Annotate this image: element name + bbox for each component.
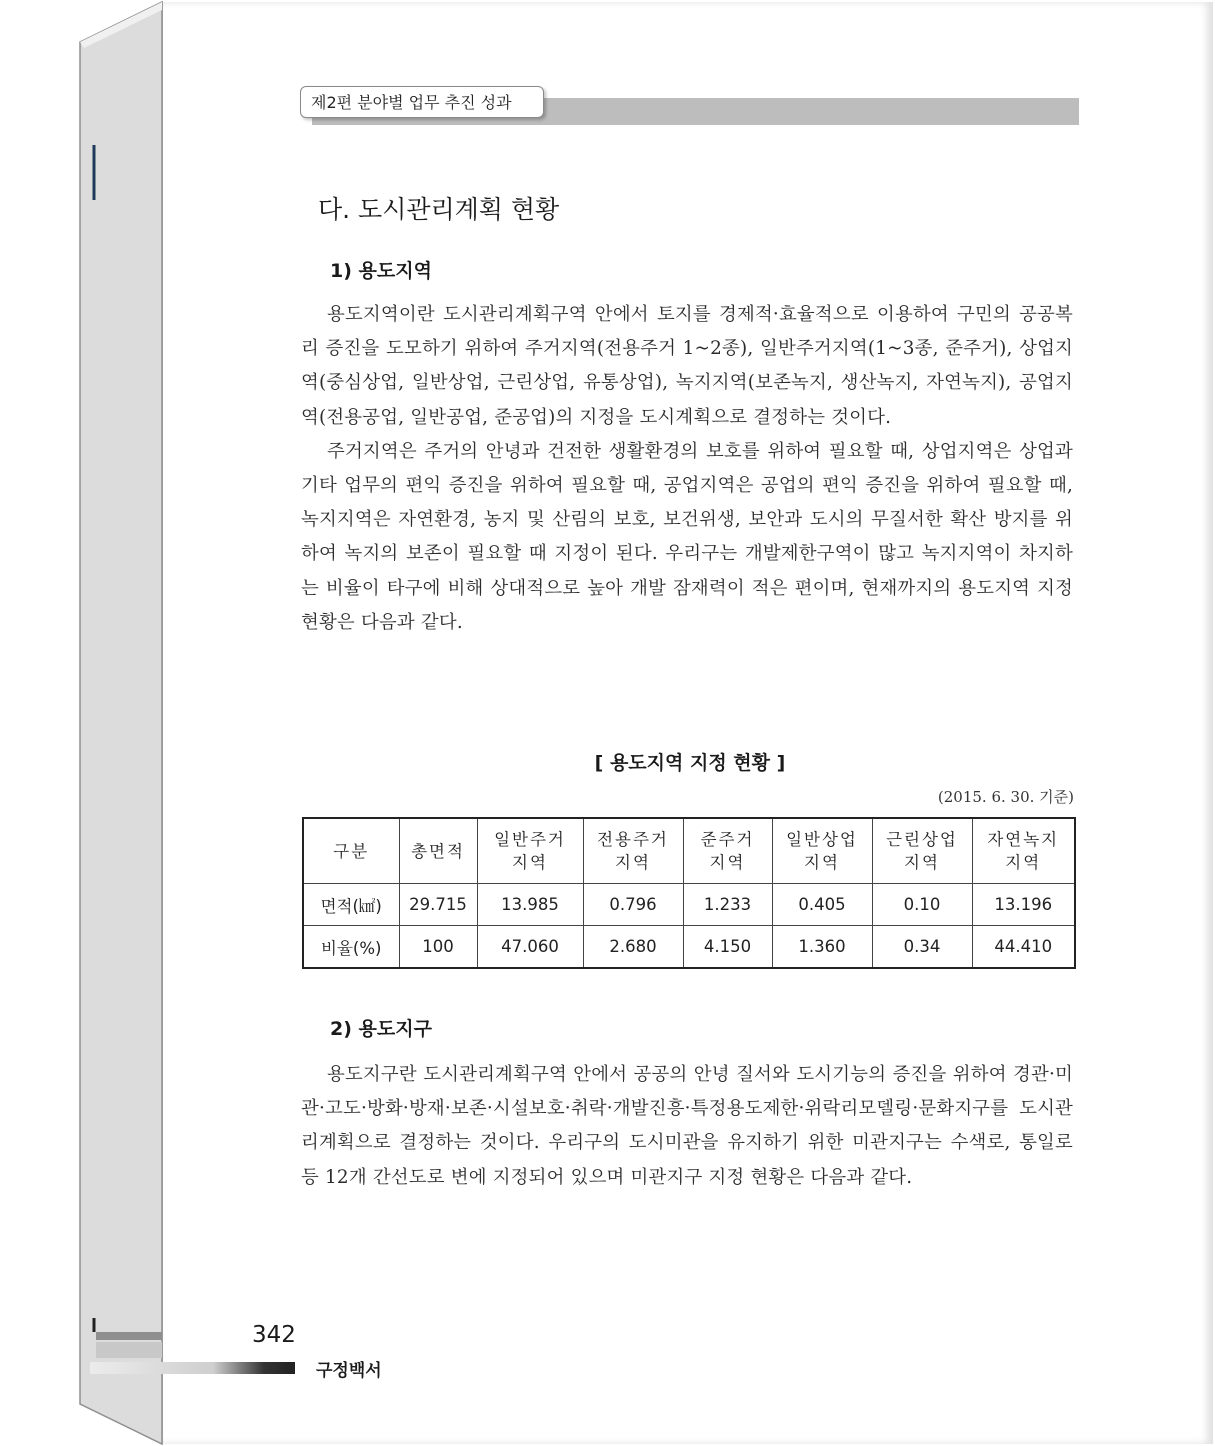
chapter-tab: 제2편 분야별 업무 추진 성과 xyxy=(300,86,544,118)
paragraph: 용도지역이란 도시관리계획구역 안에서 토지를 경제적·효율적으로 이용하여 구민의 공공복리 증진을 도모하기 위하여 주거지역(전용주거 1~2종), 일반주거지역(1~3종, 준주거), 상업지역(중심상업, 일반상업, 근린상업, 유통상업), 녹지지역(보존녹지, 생산녹지, 자연녹지), 공업지역(전용공업, 일반공업, 준공업)의 지정을 도시계획으로 결정하는 것이다. xyxy=(301,304,1073,428)
table-date-note: (2015. 6. 30. 기준) xyxy=(937,788,1074,806)
table-cell: 13.985 xyxy=(477,884,583,926)
zoning-table xyxy=(302,817,1076,969)
table-row xyxy=(303,926,1075,969)
paragraph-block-1 xyxy=(301,298,1073,640)
table-cell: 44.410 xyxy=(972,926,1075,969)
section-title: 다. 도시관리계획 현황 xyxy=(318,195,560,224)
table-cell: 2.680 xyxy=(583,926,683,969)
table-cell: 1.360 xyxy=(772,926,872,969)
table-header-row xyxy=(303,818,1075,884)
table-cell: 면적(㎢) xyxy=(303,884,399,926)
subsection-title-2: 2) 용도지구 xyxy=(330,1018,432,1040)
footer-bar xyxy=(90,1362,295,1374)
book-title: 구정백서 xyxy=(316,1361,382,1381)
table-header-cell: 일반주거 지역 xyxy=(477,818,583,884)
paragraph: 용도지구란 도시관리계획구역 안에서 공공의 안녕 질서와 도시기능의 증진을 위하여 경관·미관·고도·방화·방재·보존·시설보호·취락·개발진흥·특정용도제한·위락리모델링·문화지구를 도시관리계획으로 결정하는 것이다. 우리구의 도시미관을 유지하기 위한 미관지구는 수색로, 통일로 등 12개 간선도로 변에 지정되어 있으며 미관지구 지정 현황은 다음과 같다. xyxy=(301,1064,1073,1188)
table-cell: 29.715 xyxy=(399,884,477,926)
subsection-title-1: 1) 용도지역 xyxy=(330,260,432,282)
table-cell: 0.796 xyxy=(583,884,683,926)
table-header-cell: 준주거 지역 xyxy=(683,818,772,884)
table-header-cell: 자연녹지 지역 xyxy=(972,818,1075,884)
table-cell: 47.060 xyxy=(477,926,583,969)
table-cell: 0.10 xyxy=(872,884,972,926)
table-title: [ 용도지역 지정 현황 ] xyxy=(594,752,786,774)
table-cell: 1.233 xyxy=(683,884,772,926)
table-cell: 100 xyxy=(399,926,477,969)
table-header-cell: 총면적 xyxy=(399,818,477,884)
paragraph-block-2 xyxy=(301,1058,1073,1195)
table-header-cell: 구분 xyxy=(303,818,399,884)
table-cell: 0.34 xyxy=(872,926,972,969)
page-number: 342 xyxy=(252,1322,296,1348)
paragraph: 주거지역은 주거의 안녕과 건전한 생활환경의 보호를 위하여 필요할 때, 상업지역은 상업과 기타 업무의 편익 증진을 위하여 필요할 때, 공업지역은 공업의 편익 증진을 위하여 필요할 때, 녹지지역은 자연환경, 농지 및 산림의 보호, 보건위생, 보안과 도시의 무질서한 확산 방지를 위하여 녹지의 보존이 필요할 때 지정이 된다. 우리구는 개발제한구역이 많고 녹지지역이 차지하는 비율이 타구에 비해 상대적으로 높아 개발 잠재력이 적은 편이며, 현재까지의 용도지역 지정 현황은 다음과 같다. xyxy=(301,440,1073,633)
table-cell: 0.405 xyxy=(772,884,872,926)
table-header-cell: 전용주거 지역 xyxy=(583,818,683,884)
table-cell: 4.150 xyxy=(683,926,772,969)
table-row xyxy=(303,884,1075,926)
table-cell: 비율(%) xyxy=(303,926,399,969)
table-header-cell: 근린상업 지역 xyxy=(872,818,972,884)
table-cell: 13.196 xyxy=(972,884,1075,926)
table-header-cell: 일반상업 지역 xyxy=(772,818,872,884)
